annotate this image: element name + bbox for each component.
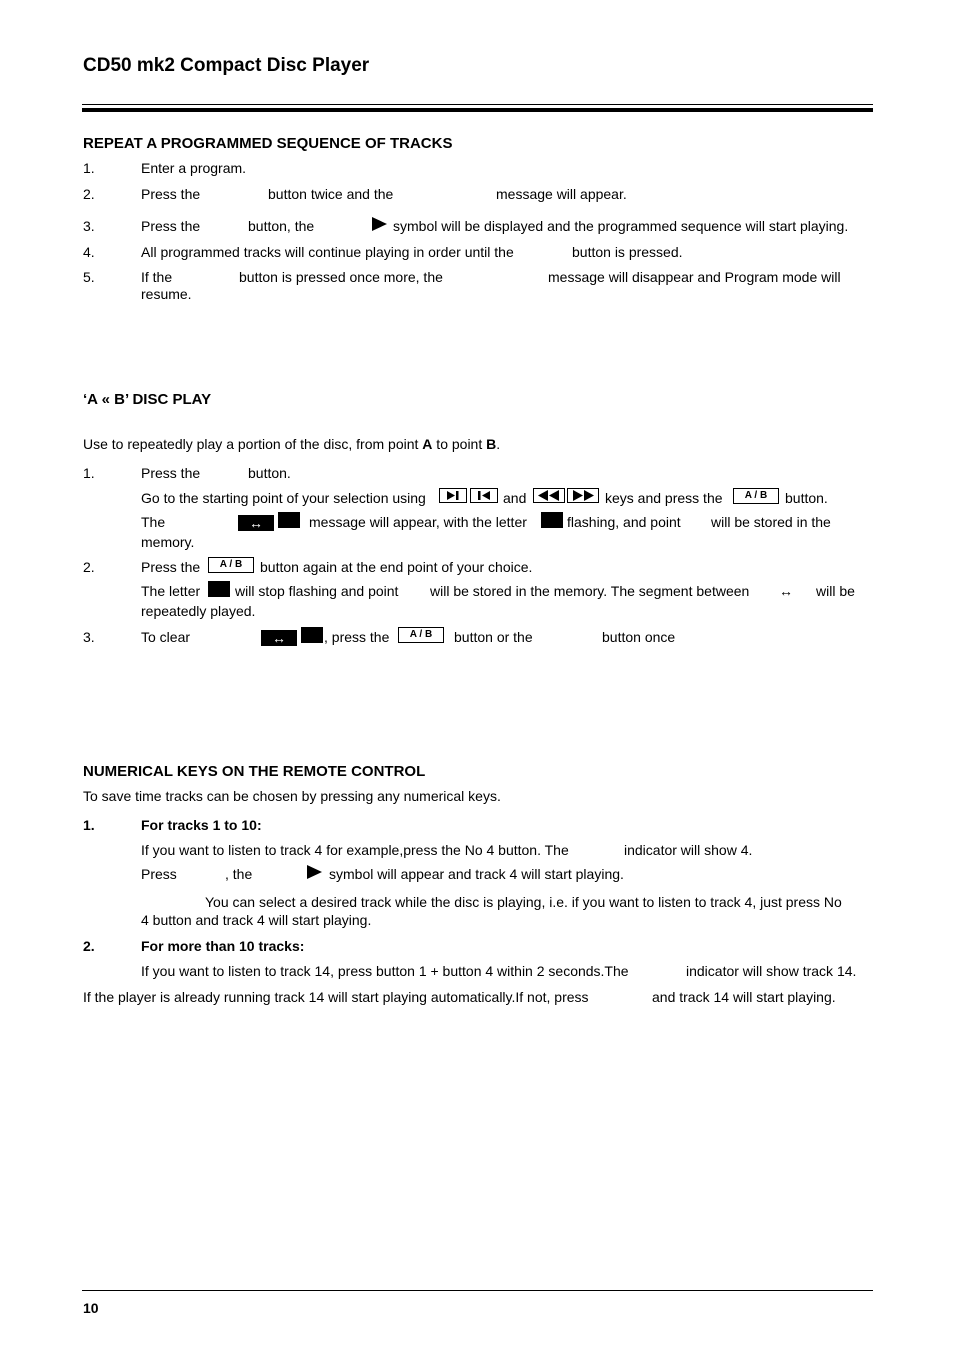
ab-display-indicator: [261, 627, 323, 646]
list-text: Press the: [141, 186, 201, 202]
list-text: button or the: [454, 629, 533, 645]
section-intro: [83, 436, 500, 452]
list-text: If the: [141, 269, 173, 285]
list-text: symbol will appear and track 4 will start playing.: [329, 866, 624, 882]
letter-display: [208, 581, 230, 597]
list-text: resume.: [141, 286, 192, 302]
list-text: The letter: [141, 583, 201, 599]
list-text: memory.: [141, 534, 195, 550]
list-number: 1.: [83, 465, 95, 481]
section-heading-ab-play: ‘A « B’ DISC PLAY: [83, 391, 212, 408]
list-number: 1.: [83, 160, 95, 176]
list-text: indicator will show 4.: [624, 842, 753, 858]
skip-next-icon: [440, 489, 466, 502]
list-text: will be: [816, 583, 855, 599]
list-text: button, the: [248, 218, 315, 234]
list-text: If you want to listen to track 14, press button 1 + button 4 within 2 seconds.The: [141, 963, 629, 979]
subheading: For more than 10 tracks:: [141, 938, 305, 954]
ab-button: A / B: [733, 488, 779, 504]
list-text: If the player is already running track 14 will start playing automatically.If not, press: [83, 989, 589, 1005]
display-block: [208, 581, 230, 597]
point-a: A: [422, 436, 433, 452]
section-intro: To save time tracks can be chosen by pressing any numerical keys.: [83, 788, 501, 804]
list-number: 2.: [83, 559, 95, 575]
ab-arrow-display: ↔: [261, 630, 297, 646]
list-number: 2.: [83, 186, 95, 202]
page-number: 10: [83, 1300, 99, 1316]
list-number: 2.: [83, 938, 95, 954]
footer-rule: [82, 1290, 873, 1291]
ab-arrow-icon: ↔: [779, 583, 793, 599]
skip-prev-key: [470, 488, 498, 503]
list-text: button is pressed.: [572, 244, 683, 260]
list-text: button.: [785, 490, 828, 506]
list-text: will stop flashing and point: [235, 583, 399, 599]
skip-next-key: [439, 488, 467, 503]
list-text: 4 button and track 4 will start playing.: [141, 912, 372, 928]
list-text: indicator will show track 14.: [686, 963, 857, 979]
list-text: Press: [141, 866, 177, 882]
list-number: 1.: [83, 817, 95, 833]
display-block: [301, 627, 323, 643]
list-text: keys and press the: [605, 490, 723, 506]
list-text: Press the: [141, 218, 201, 234]
list-text: will be stored in the memory. The segment between: [430, 583, 750, 599]
list-number: 4.: [83, 244, 95, 260]
list-text: Press the: [141, 559, 201, 575]
subheading: For tracks 1 to 10:: [141, 817, 262, 833]
rewind-icon: [534, 489, 564, 502]
ab-button: A / B: [208, 557, 254, 573]
list-text: , press the: [324, 629, 390, 645]
list-number: 5.: [83, 269, 95, 285]
header-rule-thick: [82, 108, 873, 112]
list-text: and: [503, 490, 527, 506]
list-text: Go to the starting point of your selection using: [141, 490, 426, 506]
list-text: To clear: [141, 629, 191, 645]
list-text: The: [141, 514, 166, 530]
play-icon: [372, 217, 387, 231]
list-text: button twice and the: [268, 186, 394, 202]
list-text: will be stored in the: [711, 514, 831, 530]
header-rule-thin: [82, 104, 873, 105]
intro-text: .: [496, 436, 501, 452]
display-block: [541, 512, 563, 528]
list-text: You can select a desired track while the disc is playing, i.e. if you want to listen to track 4, just press No: [205, 894, 842, 910]
letter-display: [541, 512, 563, 528]
list-text: repeatedly played.: [141, 603, 256, 619]
list-text: All programmed tracks will continue playing in order until the: [141, 244, 514, 260]
list-text: button is pressed once more, the: [239, 269, 443, 285]
list-text: and track 14 will start playing.: [652, 989, 836, 1005]
list-text: message will appear.: [496, 186, 627, 202]
fast-forward-icon: [568, 489, 598, 502]
intro-text: to point: [432, 436, 487, 452]
list-text: Enter a program.: [141, 160, 247, 176]
section-heading-numerical-keys: NUMERICAL KEYS ON THE REMOTE CONTROL: [83, 763, 426, 780]
list-text: button once: [602, 629, 676, 645]
list-text: Press the: [141, 465, 201, 481]
list-number: 3.: [83, 629, 95, 645]
intro-text: Use to repeatedly play a portion of the disc, from point: [83, 436, 423, 452]
section-heading-repeat: REPEAT A PROGRAMMED SEQUENCE OF TRACKS: [83, 135, 453, 152]
list-text: , the: [225, 866, 253, 882]
list-text: button.: [248, 465, 291, 481]
list-text: If you want to listen to track 4 for example,press the No 4 button. The: [141, 842, 569, 858]
ab-button: A / B: [398, 627, 444, 643]
list-text: button again at the end point of your choice.: [260, 559, 533, 575]
fast-forward-key: [567, 488, 599, 503]
ab-arrow-display: ↔: [238, 515, 274, 531]
ab-display-indicator: [238, 512, 300, 531]
play-icon: [307, 865, 322, 879]
list-text: flashing, and point: [567, 514, 681, 530]
list-number: 3.: [83, 218, 95, 234]
page-title: CD50 mk2 Compact Disc Player: [83, 55, 370, 76]
rewind-key: [533, 488, 565, 503]
point-b: B: [486, 436, 497, 452]
skip-prev-icon: [471, 489, 497, 502]
list-text: message will appear, with the letter: [309, 514, 527, 530]
display-block: [278, 512, 300, 528]
list-text: symbol will be displayed and the programmed sequence will start playing.: [393, 218, 849, 234]
list-text: message will disappear and Program mode will: [548, 269, 841, 285]
